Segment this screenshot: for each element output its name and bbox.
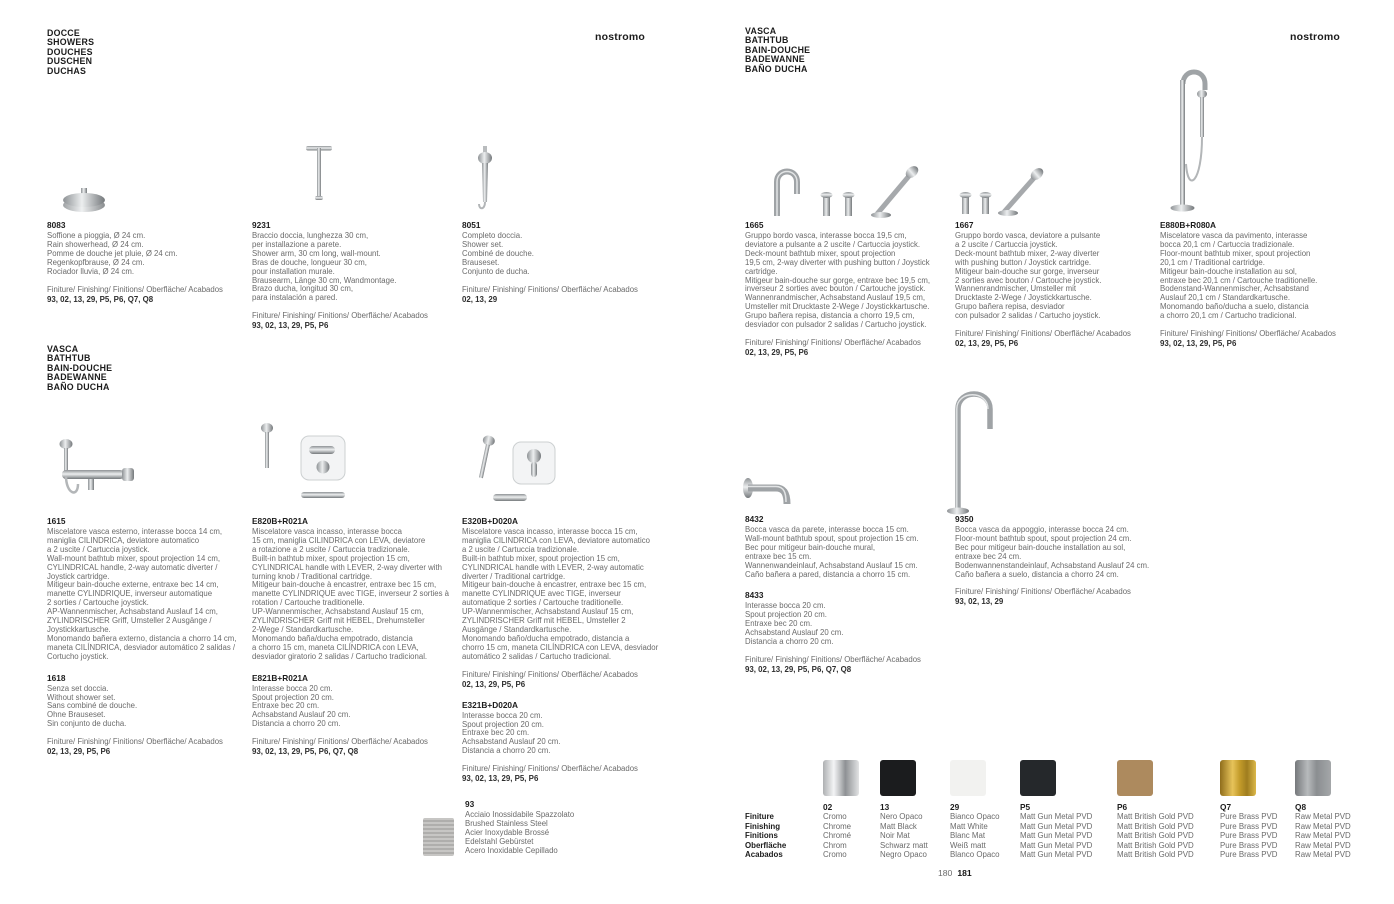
text-line: Finiture: [745, 812, 774, 821]
text-line: Pure Brass PVD: [1220, 821, 1278, 831]
product-image-8432-wall-spout: [742, 476, 794, 512]
text-line: Without shower set.: [47, 692, 116, 702]
text-line: Distancia a chorro 20 cm.: [462, 746, 551, 756]
product-1615-1618: [47, 516, 252, 756]
text-line: Rociador lluvia, Ø 24 cm.: [47, 266, 135, 276]
product-code: E820B+R021A: [252, 516, 309, 526]
product-code: E880B+R080A: [1160, 220, 1217, 230]
text-line: Edelstahl Gebürstet: [465, 836, 534, 846]
text-line: DUSCHEN: [47, 56, 93, 67]
text-line: Bocca vasca da appoggio, interasse bocca 24 cm.: [955, 525, 1129, 534]
text-line: Monomando baño/ducha a suelo, distancia: [1160, 302, 1309, 312]
text-line: Gruppo bordo vasca, deviatore a pulsante: [955, 231, 1101, 240]
text-line: Floor-mount bathtub mixer, spout projection: [1160, 248, 1311, 258]
text-line: 2 sorties avec bouton / Cartouche joystick.: [955, 275, 1102, 285]
finish-code: Q8: [1295, 802, 1307, 812]
text-line: Acier Inoxydable Brossé: [465, 827, 550, 837]
product-image-8051-hand-shower: [472, 146, 500, 214]
finish-swatch-29: [950, 760, 986, 796]
finish-code: 02: [823, 802, 833, 812]
text-line: desviador con pulsador 2 salidas / Cartucho joystick.: [745, 320, 927, 330]
product-code: 8432: [745, 514, 764, 524]
text-line: Matt White: [950, 821, 988, 831]
text-line: Monomando baño/ducha empotrado, distancia a: [462, 633, 630, 643]
finishes-label: Finiture/ Finishing/ Finitions/ Oberfläche/ Acabados: [462, 669, 638, 679]
text-line: Finitions: [745, 831, 778, 841]
text-line: Mitigeur bain-douche à encastrer, entraxe bec 15 cm,: [462, 580, 647, 590]
finishes-label: Finiture/ Finishing/ Finitions/ Oberfläche/ Acabados: [1160, 329, 1336, 339]
text-line: Matt Gun Metal PVD: [1020, 831, 1093, 841]
text-line: Bocca vasca da parete, interasse bocca 15 cm.: [745, 525, 909, 534]
text-line: Weiß matt: [950, 840, 986, 850]
finish-code: 29: [950, 802, 960, 812]
text-line: Negro Opaco: [880, 850, 927, 860]
text-line: Mitigeur bain-douche sur gorge, inverseur: [955, 266, 1100, 276]
finish-code: 93: [465, 799, 475, 809]
text-line: Entraxe bec 20 cm.: [252, 701, 320, 711]
text-line: Distancia a chorro 20 cm.: [745, 637, 834, 647]
finishes-codes: 93, 02, 13, 29, P5, P6: [462, 774, 539, 784]
text-line: Cortucho joystick.: [47, 651, 109, 661]
text-line: Bianco Opaco: [950, 812, 1000, 821]
finishes-codes: 93, 02, 13, 29, P5, P6, Q7, Q8: [745, 664, 852, 674]
finish-swatch-02: [823, 760, 859, 796]
finishes-label: Finiture/ Finishing/ Finitions/ Oberfläche/ Acabados: [252, 311, 428, 321]
finish-swatch-q8: [1295, 760, 1331, 796]
text-line: Pure Brass PVD: [1220, 831, 1278, 841]
product-8083: [47, 220, 247, 304]
text-line: rotation / Cartouche traditionelle.: [252, 598, 365, 608]
product-image-8083-showerhead: [60, 188, 108, 214]
text-line: Bec pour mitigeur bain-douche installation au sol,: [955, 542, 1126, 552]
finish-swatch-q7: [1220, 760, 1256, 796]
text-line: Nero Opaco: [880, 812, 923, 821]
text-line: a 2 uscite / Cartuccia joystick.: [955, 239, 1058, 249]
text-line: Matt Gun Metal PVD: [1020, 812, 1093, 821]
text-line: BAIN-DOUCHE: [745, 44, 811, 55]
text-line: Acciaio Inossidabile Spazzolato: [465, 810, 575, 819]
text-line: BATHTUB: [47, 353, 91, 364]
product-image-9350-floor-spout: [946, 383, 1004, 515]
text-line: Mitigeur bain-douche à encastrer, entraxe bec 15 cm,: [252, 580, 437, 590]
text-line: DUCHAS: [47, 65, 87, 76]
text-line: Noir Mat: [880, 831, 910, 841]
finish-code: 13: [880, 802, 890, 812]
text-line: BAÑO DUCHA: [47, 381, 110, 392]
text-line: Blanco Opaco: [950, 850, 1000, 860]
product-1665: [745, 220, 950, 357]
finishes-codes: 02, 13, 29, P5, P6: [47, 747, 111, 757]
text-line: Sans combiné de douche.: [47, 701, 138, 711]
product-code: 8433: [745, 590, 764, 601]
text-line: entraxe bec 15 cm.: [745, 551, 812, 561]
text-line: maneta CILÍNDRICA, desviador automático 2 salidas /: [47, 642, 236, 652]
product-description: [745, 232, 950, 330]
text-line: Deck-mount bathtub mixer, spout projection: [745, 248, 896, 258]
text-line: Achsabstand Auslauf 20 cm.: [252, 710, 351, 720]
product-8432-8433: [745, 514, 950, 674]
finish-code: P6: [1117, 802, 1128, 812]
product-code: E320B+D020A: [462, 516, 519, 526]
finishes-codes: 02, 13, 29, P5, P6: [462, 679, 526, 689]
text-line: para instalación a pared.: [252, 293, 338, 303]
text-line: diverter / Traditional cartridge.: [462, 571, 566, 581]
text-line: AP-Wannenmischer, Achsabstand Auslauf 14 cm,: [47, 607, 218, 617]
text-line: Caño bañera a suelo, distancia a chorro 24 cm.: [955, 569, 1119, 579]
text-line: automático 2 salidas / Cartucho tradicional.: [462, 651, 612, 661]
text-line: Brausearm, Länge 30 cm, Wandmontage.: [252, 275, 397, 285]
text-line: BAÑO DUCHA: [745, 63, 808, 74]
left-folio: 180: [938, 868, 953, 878]
text-line: Floor-mount bathtub spout, spout projection 24 cm.: [955, 533, 1132, 543]
text-line: Shower set.: [462, 239, 504, 249]
text-line: per installazione a parete.: [252, 239, 342, 249]
text-line: Pure Brass PVD: [1220, 812, 1278, 821]
text-line: Sin conjunto de ducha.: [47, 719, 127, 729]
text-line: Wall-mount bathtub mixer, spout projection 14 cm,: [47, 553, 221, 563]
text-line: Built-in bathtub mixer, spout projection 15 cm,: [252, 553, 410, 563]
finish-names: [1020, 812, 1116, 860]
product-description: [252, 685, 462, 730]
text-line: Interasse bocca 20 cm.: [745, 601, 826, 611]
text-line: Senza set doccia.: [47, 683, 109, 693]
text-line: CYLINDRICAL handle, 2-way automatic diverter /: [47, 562, 218, 572]
text-line: Matt British Gold PVD: [1117, 831, 1194, 841]
text-line: Pure Brass PVD: [1220, 850, 1278, 860]
text-line: Joystickkartusche.: [47, 624, 111, 634]
text-line: a 2 uscite / Cartuccia joystick.: [47, 544, 150, 554]
finishes-codes: 93, 02, 13, 29, P5, P6: [1160, 339, 1237, 349]
finishes-codes: 93, 02, 13, 29, P5, P6, Q7, Q8: [252, 747, 359, 757]
right-page-section-header: [745, 27, 810, 74]
text-line: Matt Gun Metal PVD: [1020, 850, 1093, 860]
text-line: maniglia CILINDRICA, deviatore automatico: [47, 535, 200, 545]
product-description: [745, 526, 950, 579]
product-image-1615-wall-mixer: [48, 436, 140, 514]
text-line: bocca 20,1 cm / Cartuccia tradizionale.: [1160, 239, 1295, 249]
text-line: Matt British Gold PVD: [1117, 812, 1194, 821]
text-line: Regenkopfbrause, Ø 24 cm.: [47, 257, 145, 267]
product-e880b: [1160, 220, 1370, 348]
text-line: Miscelatore vasca esterno, interasse bocca 14 cm,: [47, 527, 223, 536]
text-line: Wall-mount bathtub spout, spout projection 15 cm.: [745, 533, 919, 543]
finish-column-q8: [1295, 760, 1391, 860]
text-line: inverseur 2 sorties avec bouton / Cartouche joystick.: [745, 284, 926, 294]
text-line: Wannenrandmischer, Achsabstand Auslauf 19,5 cm,: [745, 293, 926, 303]
text-line: desviador giratorio 2 salidas / Cartucho tradicional.: [252, 651, 428, 661]
product-image-9231-shower-arm: [300, 146, 340, 214]
finish-swatch-p6: [1117, 760, 1153, 796]
text-line: 20,1 cm / Traditional cartridge.: [1160, 257, 1265, 267]
product-description: [462, 528, 672, 662]
text-line: automatique 2 sorties / Cartouche traditionelle.: [462, 598, 624, 608]
text-line: Blanc Mat: [950, 831, 986, 841]
text-line: Matt British Gold PVD: [1117, 850, 1194, 860]
text-line: Miscelatore vasca incasso, interasse bocca: [252, 527, 402, 536]
text-line: Miscelatore vasca da pavimento, interasse: [1160, 231, 1308, 240]
finishes-label: Finiture/ Finishing/ Finitions/ Oberfläche/ Acabados: [47, 284, 223, 294]
text-line: con pulsador 2 salidas / Cartucho joystick.: [955, 311, 1101, 321]
finishes-codes: 93, 02, 13, 29, P5, P6: [252, 321, 329, 331]
text-line: Ausgänge / Standardkartusche.: [462, 624, 572, 634]
text-line: Acero Inoxidable Cepillado: [465, 845, 558, 855]
text-line: Brushed Stainless Steel: [465, 818, 548, 828]
product-9350: [955, 514, 1165, 606]
text-line: Achsabstand Auslauf 20 cm.: [462, 737, 561, 747]
product-9231: [252, 220, 457, 330]
product-e820b-e821b: [252, 516, 462, 756]
text-line: Raw Metal PVD: [1295, 831, 1351, 841]
brand-logo-left: nostromo: [595, 31, 646, 43]
text-line: ZYLINDRISCHER Griff mit HEBEL, Drehumsteller: [252, 616, 425, 626]
text-line: 19,5 cm, 2-way diverter with pushing button / Joystick: [745, 257, 930, 267]
text-line: turning knob / Traditional cartridge.: [252, 571, 373, 581]
text-line: Brazo ducha, longitud 30 cm,: [252, 284, 353, 294]
finish-legend-93: [465, 799, 665, 856]
text-line: Miscelatore vasca incasso, interasse bocca 15 cm,: [462, 527, 638, 536]
text-line: Chrom: [823, 840, 847, 850]
product-code: 8051: [462, 220, 481, 230]
text-line: DOUCHES: [47, 46, 93, 57]
product-description: [47, 528, 252, 662]
finishes-label: Finiture/ Finishing/ Finitions/ Oberfläche/ Acabados: [955, 587, 1131, 597]
text-line: manette CYLINDRIQUE avec TIGE, inverseur 2 sorties à: [252, 589, 450, 599]
finishes-codes: 93, 02, 13, 29, P5, P6, Q7, Q8: [47, 294, 154, 304]
text-line: VASCA: [745, 26, 777, 36]
finish-column-p5: [1020, 760, 1116, 860]
finishes-label: Finiture/ Finishing/ Finitions/ Oberfläche/ Acabados: [462, 284, 638, 294]
text-line: BATHTUB: [745, 35, 789, 46]
finish-swatch-p5: [1020, 760, 1056, 796]
text-line: Interasse bocca 20 cm.: [462, 710, 543, 720]
text-line: Umsteller mit Drucktaste 2-Wege / Joystickkartusche.: [745, 302, 930, 312]
product-description: [955, 526, 1165, 579]
text-line: Raw Metal PVD: [1295, 812, 1351, 821]
text-line: Completo doccia.: [462, 231, 523, 240]
product-code: 1618: [47, 672, 66, 683]
text-line: Entraxe bec 20 cm.: [745, 619, 813, 629]
text-line: Monomando baña/ducha empotrado, distancia: [252, 633, 413, 643]
text-line: Interasse bocca 20 cm.: [252, 683, 333, 693]
product-description: [462, 232, 662, 277]
text-line: Chrome: [823, 821, 852, 831]
product-description: [745, 602, 950, 647]
product-8051: [462, 220, 662, 304]
text-line: Finishing: [745, 821, 781, 831]
text-line: manette CYLINDRIQUE, inverseur automatique: [47, 589, 213, 599]
text-line: 2-Wege / Standardkartusche.: [252, 624, 354, 634]
text-line: Cromo: [823, 850, 847, 860]
product-code: 9231: [252, 220, 271, 230]
product-image-1665-deck-group: [745, 148, 935, 218]
finishes-label: Finiture/ Finishing/ Finitions/ Oberfläche/ Acabados: [462, 764, 638, 774]
finishes-codes: 93, 02, 13, 29: [955, 597, 1004, 607]
text-line: Bodenstand-Wannenmischer, Achsabstand: [1160, 284, 1309, 294]
text-line: Caño bañera a pared, distancia a chorro 15 cm.: [745, 569, 911, 579]
finish-names: [465, 811, 665, 856]
product-description: [462, 712, 672, 757]
finish-table-row-labels: [745, 812, 786, 860]
text-line: Mitigeur bain-douche externe, entraxe bec 14 cm,: [47, 580, 219, 590]
text-line: BAIN-DOUCHE: [47, 362, 113, 373]
text-line: CYLINDRICAL handle with LEVER, 2-way automatic: [462, 562, 644, 572]
text-line: Raw Metal PVD: [1295, 840, 1351, 850]
product-description: [955, 232, 1160, 321]
text-line: Bec pour mitigeur bain-douche mural,: [745, 542, 876, 552]
text-line: Oberfläche: [745, 840, 787, 850]
text-line: Brauseset.: [462, 257, 500, 267]
finishes-label: Finiture/ Finishing/ Finitions/ Oberfläche/ Acabados: [745, 337, 921, 347]
text-line: Bras de douche, longueur 30 cm,: [252, 257, 367, 267]
product-code: E321B+D020A: [462, 699, 519, 710]
text-line: Raw Metal PVD: [1295, 821, 1351, 831]
text-line: BADEWANNE: [745, 54, 805, 65]
text-line: Mitigeur bain-douche installation au sol,: [1160, 266, 1297, 276]
text-line: VASCA: [47, 344, 79, 354]
product-code: 1667: [955, 220, 974, 230]
text-line: a chorro 20,1 cm / Cartucho tradicional.: [1160, 311, 1297, 321]
left-page-section-header: [47, 29, 94, 76]
text-line: UP-Wannenmischer, Achsabstand Auslauf 15 cm,: [252, 607, 424, 617]
text-line: Combiné de douche.: [462, 248, 534, 258]
product-image-e320b-built-in-mixer: [463, 428, 563, 514]
text-line: 2 sorties / Cartouche joystick.: [47, 598, 149, 608]
text-line: 15 cm, maniglia CILINDRICA con LEVA, deviatore: [252, 535, 426, 545]
text-line: Entraxe bec 20 cm.: [462, 728, 530, 738]
text-line: Bodenwannenstandeinlauf, Achsabstand Auslauf 24 cm.: [955, 560, 1150, 570]
text-line: Spout projection 20 cm.: [462, 719, 544, 729]
text-line: SHOWERS: [47, 37, 95, 48]
product-code: 1615: [47, 516, 66, 526]
text-line: Distancia a chorro 20 cm.: [252, 719, 341, 729]
text-line: Rain showerhead, Ø 24 cm.: [47, 239, 144, 249]
text-line: Matt British Gold PVD: [1117, 821, 1194, 831]
text-line: Braccio doccia, lunghezza 30 cm,: [252, 231, 369, 240]
product-code: E821B+R021A: [252, 672, 309, 683]
text-line: chorro 15 cm, maneta CILÍNDRICA con LEVA, desviador: [462, 642, 659, 652]
text-line: Wannenrandmischer, Umsteller mit: [955, 284, 1077, 294]
product-1667: [955, 220, 1160, 348]
text-line: pour installation murale.: [252, 266, 335, 276]
product-code: 9350: [955, 514, 974, 524]
text-line: Cromo: [823, 812, 847, 821]
text-line: Deck-mount bathtub mixer, 2-way diverter: [955, 248, 1100, 258]
text-line: a rotazione a 2 uscite / Cartuccia tradizionale.: [252, 544, 410, 554]
text-line: Built-in bathtub mixer, spout projection 15 cm,: [462, 553, 620, 563]
text-line: Acabados: [745, 850, 783, 860]
text-line: Matt Black: [880, 821, 917, 831]
finish-swatch-93: [423, 818, 454, 856]
text-line: UP-Wannenmischer, Achsabstand Auslauf 15 cm,: [462, 607, 634, 617]
text-line: Grupo bañera repisa, distancia a chorro 19,5 cm,: [745, 311, 915, 321]
text-line: DOCCE: [47, 28, 81, 38]
finishes-label: Finiture/ Finishing/ Finitions/ Oberfläche/ Acabados: [47, 737, 223, 747]
product-description: [1160, 232, 1370, 321]
product-description: [252, 232, 457, 303]
finish-names: [1295, 812, 1391, 860]
text-line: Spout projection 20 cm.: [252, 692, 334, 702]
product-image-1667-deck-group: [952, 158, 1047, 216]
text-line: Soffione a pioggia, Ø 24 cm.: [47, 231, 146, 240]
product-code: 1665: [745, 220, 764, 230]
text-line: with pushing button / Joystick cartridge.: [955, 257, 1092, 267]
left-page-bathtub-header: [47, 345, 112, 392]
product-description: [47, 232, 247, 277]
text-line: Auslauf 20,1 cm / Standardkartusche.: [1160, 293, 1291, 303]
text-line: deviatore a pulsante a 2 uscite / Cartuccia joystick.: [745, 239, 921, 249]
product-description: [47, 685, 252, 730]
text-line: maniglia CILINDRICA con LEVA, deviatore automatico: [462, 535, 650, 545]
text-line: Achsabstand Auslauf 20 cm.: [745, 628, 844, 638]
text-line: Pomme de douche jet pluie, Ø 24 cm.: [47, 248, 178, 258]
brand-logo-right: nostromo: [1290, 31, 1341, 43]
text-line: Drucktaste 2-Wege / Joystickkartusche.: [955, 293, 1092, 303]
finish-names: [1117, 812, 1213, 860]
text-line: Conjunto de ducha.: [462, 266, 530, 276]
page-numbers: [938, 863, 972, 881]
finishes-codes: 02, 13, 29: [462, 294, 498, 304]
text-line: a 2 uscite / Cartuccia tradizionale.: [462, 544, 580, 554]
finishes-label: Finiture/ Finishing/ Finitions/ Oberfläche/ Acabados: [745, 654, 921, 664]
text-line: BADEWANNE: [47, 372, 107, 383]
text-line: Shower arm, 30 cm long, wall-mount.: [252, 248, 381, 258]
product-image-e820b-built-in-mixer: [253, 418, 353, 514]
finishes-label: Finiture/ Finishing/ Finitions/ Oberfläche/ Acabados: [252, 737, 428, 747]
text-line: cartridge.: [745, 266, 778, 276]
finish-code: P5: [1020, 802, 1031, 812]
text-line: entraxe bec 20,1 cm / Cartouche traditionelle.: [1160, 275, 1318, 285]
text-line: manette CYLINDRIQUE avec TIGE, inverseur: [462, 589, 621, 599]
text-line: Matt British Gold PVD: [1117, 840, 1194, 850]
text-line: Mitigeur bain-douche sur gorge, entraxe bec 19,5 cm,: [745, 275, 931, 285]
text-line: Spout projection 20 cm.: [745, 610, 827, 620]
text-line: Pure Brass PVD: [1220, 840, 1278, 850]
text-line: Ohne Brauseset.: [47, 710, 106, 720]
text-line: Gruppo bordo vasca, interasse bocca 19,5 cm,: [745, 231, 907, 240]
finish-swatch-13: [880, 760, 916, 796]
text-line: Raw Metal PVD: [1295, 850, 1351, 860]
text-line: entraxe bec 24 cm.: [955, 551, 1022, 561]
text-line: ZYLINDRISCHER Griff, Umsteller 2 Ausgänge /: [47, 616, 212, 626]
product-e320b-e321b: [462, 516, 672, 783]
finishes-codes: 02, 13, 29, P5, P6: [955, 339, 1019, 349]
text-line: Wannenwandeinlauf, Achsabstand Auslauf 15 cm.: [745, 560, 918, 570]
finish-code: Q7: [1220, 802, 1232, 812]
text-line: Monomando bañera externo, distancia a chorro 14 cm,: [47, 633, 237, 643]
text-line: a chorro 15 cm, maneta CILÍNDRICA con LEVA,: [252, 642, 419, 652]
text-line: Chromé: [823, 831, 852, 841]
text-line: CYLINDRICAL handle with LEVER, 2-way diverter with: [252, 562, 442, 572]
text-line: Matt Gun Metal PVD: [1020, 840, 1093, 850]
finishes-label: Finiture/ Finishing/ Finitions/ Oberfläche/ Acabados: [955, 329, 1131, 339]
right-folio: 181: [957, 868, 972, 878]
text-line: Matt Gun Metal PVD: [1020, 821, 1093, 831]
text-line: Schwarz matt: [880, 840, 928, 850]
product-code: 8083: [47, 220, 66, 230]
text-line: Grupo bañera repisa, desviador: [955, 302, 1065, 312]
text-line: Joystick cartridge.: [47, 571, 110, 581]
product-image-e880b-floor-mixer: [1158, 62, 1236, 216]
product-description: [252, 528, 462, 662]
finish-column-p6: [1117, 760, 1213, 860]
finishes-codes: 02, 13, 29, P5, P6: [745, 347, 809, 357]
text-line: ZYLINDRISCHER Griff mit HEBEL, Umsteller 2: [462, 616, 626, 626]
